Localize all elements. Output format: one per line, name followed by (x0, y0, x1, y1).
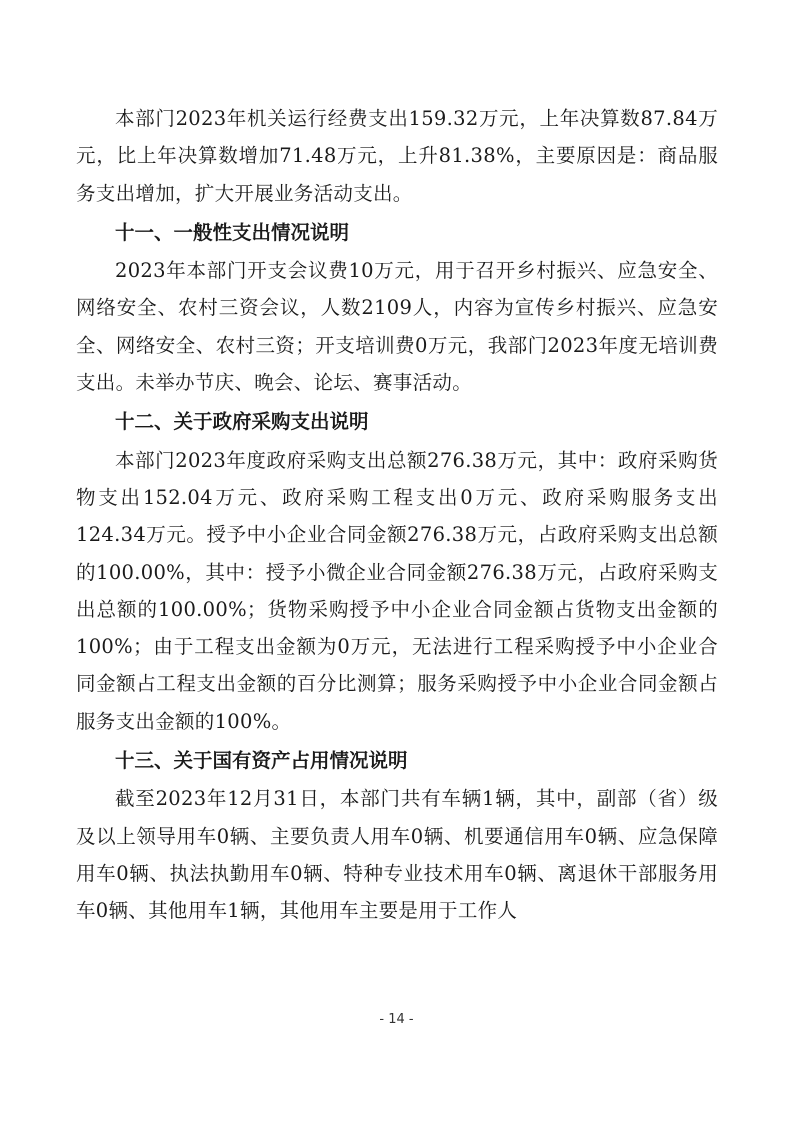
heading-general-expenditure: 十一、一般性支出情况说明 (115, 220, 350, 244)
page-number: - 14 - (379, 1012, 414, 1027)
paragraph-operating-expenses: 本部门2023年机关运行经费支出159.32万元，上年决算数87.84万元，比上年决算数增加71.48万元，上升81.38%，主要原因是：商品服务支出增加，扩大开展业务活动支出。 (76, 107, 718, 205)
heading-state-assets: 十三、关于国有资产占用情况说明 (115, 749, 408, 773)
heading-government-procurement: 十二、关于政府采购支出说明 (115, 410, 369, 434)
paragraph-government-procurement: 本部门2023年度政府采购支出总额276.38万元，其中：政府采购货物支出152.04万元、政府采购工程支出0万元、政府采购服务支出124.34万元。授予中小企业合同金额276.38万元，占政府采购支出总额的100.00%，其中：授予小微企业合同金额276.38万元，占政府采购支出总额的100.00%；货物采购授予中小企业合同金额占货物支出金额的100%；由于工程支出金额为0万元，无法进行工程采购授予中小企业合同金额占工程支出金额的百分比测算；服务采购授予中小企业合同金额占服务支出金额的100%。 (76, 448, 718, 733)
document-body (76, 100, 718, 930)
paragraph-general-expenditure: 2023年本部门开支会议费10万元，用于召开乡村振兴、应急安全、网络安全、农村三资会议，人数2109人，内容为宣传乡村振兴、应急安全、网络安全、农村三资；开支培训费0万元，我部门2023年度无培训费支出。未举办节庆、晚会、论坛、赛事活动。 (76, 259, 718, 395)
paragraph-state-assets: 截至2023年12月31日，本部门共有车辆1辆，其中，副部（省）级及以上领导用车0辆、主要负责人用车0辆、机要通信用车0辆、应急保障用车0辆、执法执勤用车0辆、特种专业技术用车0辆、离退休干部服务用车0辆、其他用车1辆，其他用车主要是用于工作人 (76, 787, 718, 923)
